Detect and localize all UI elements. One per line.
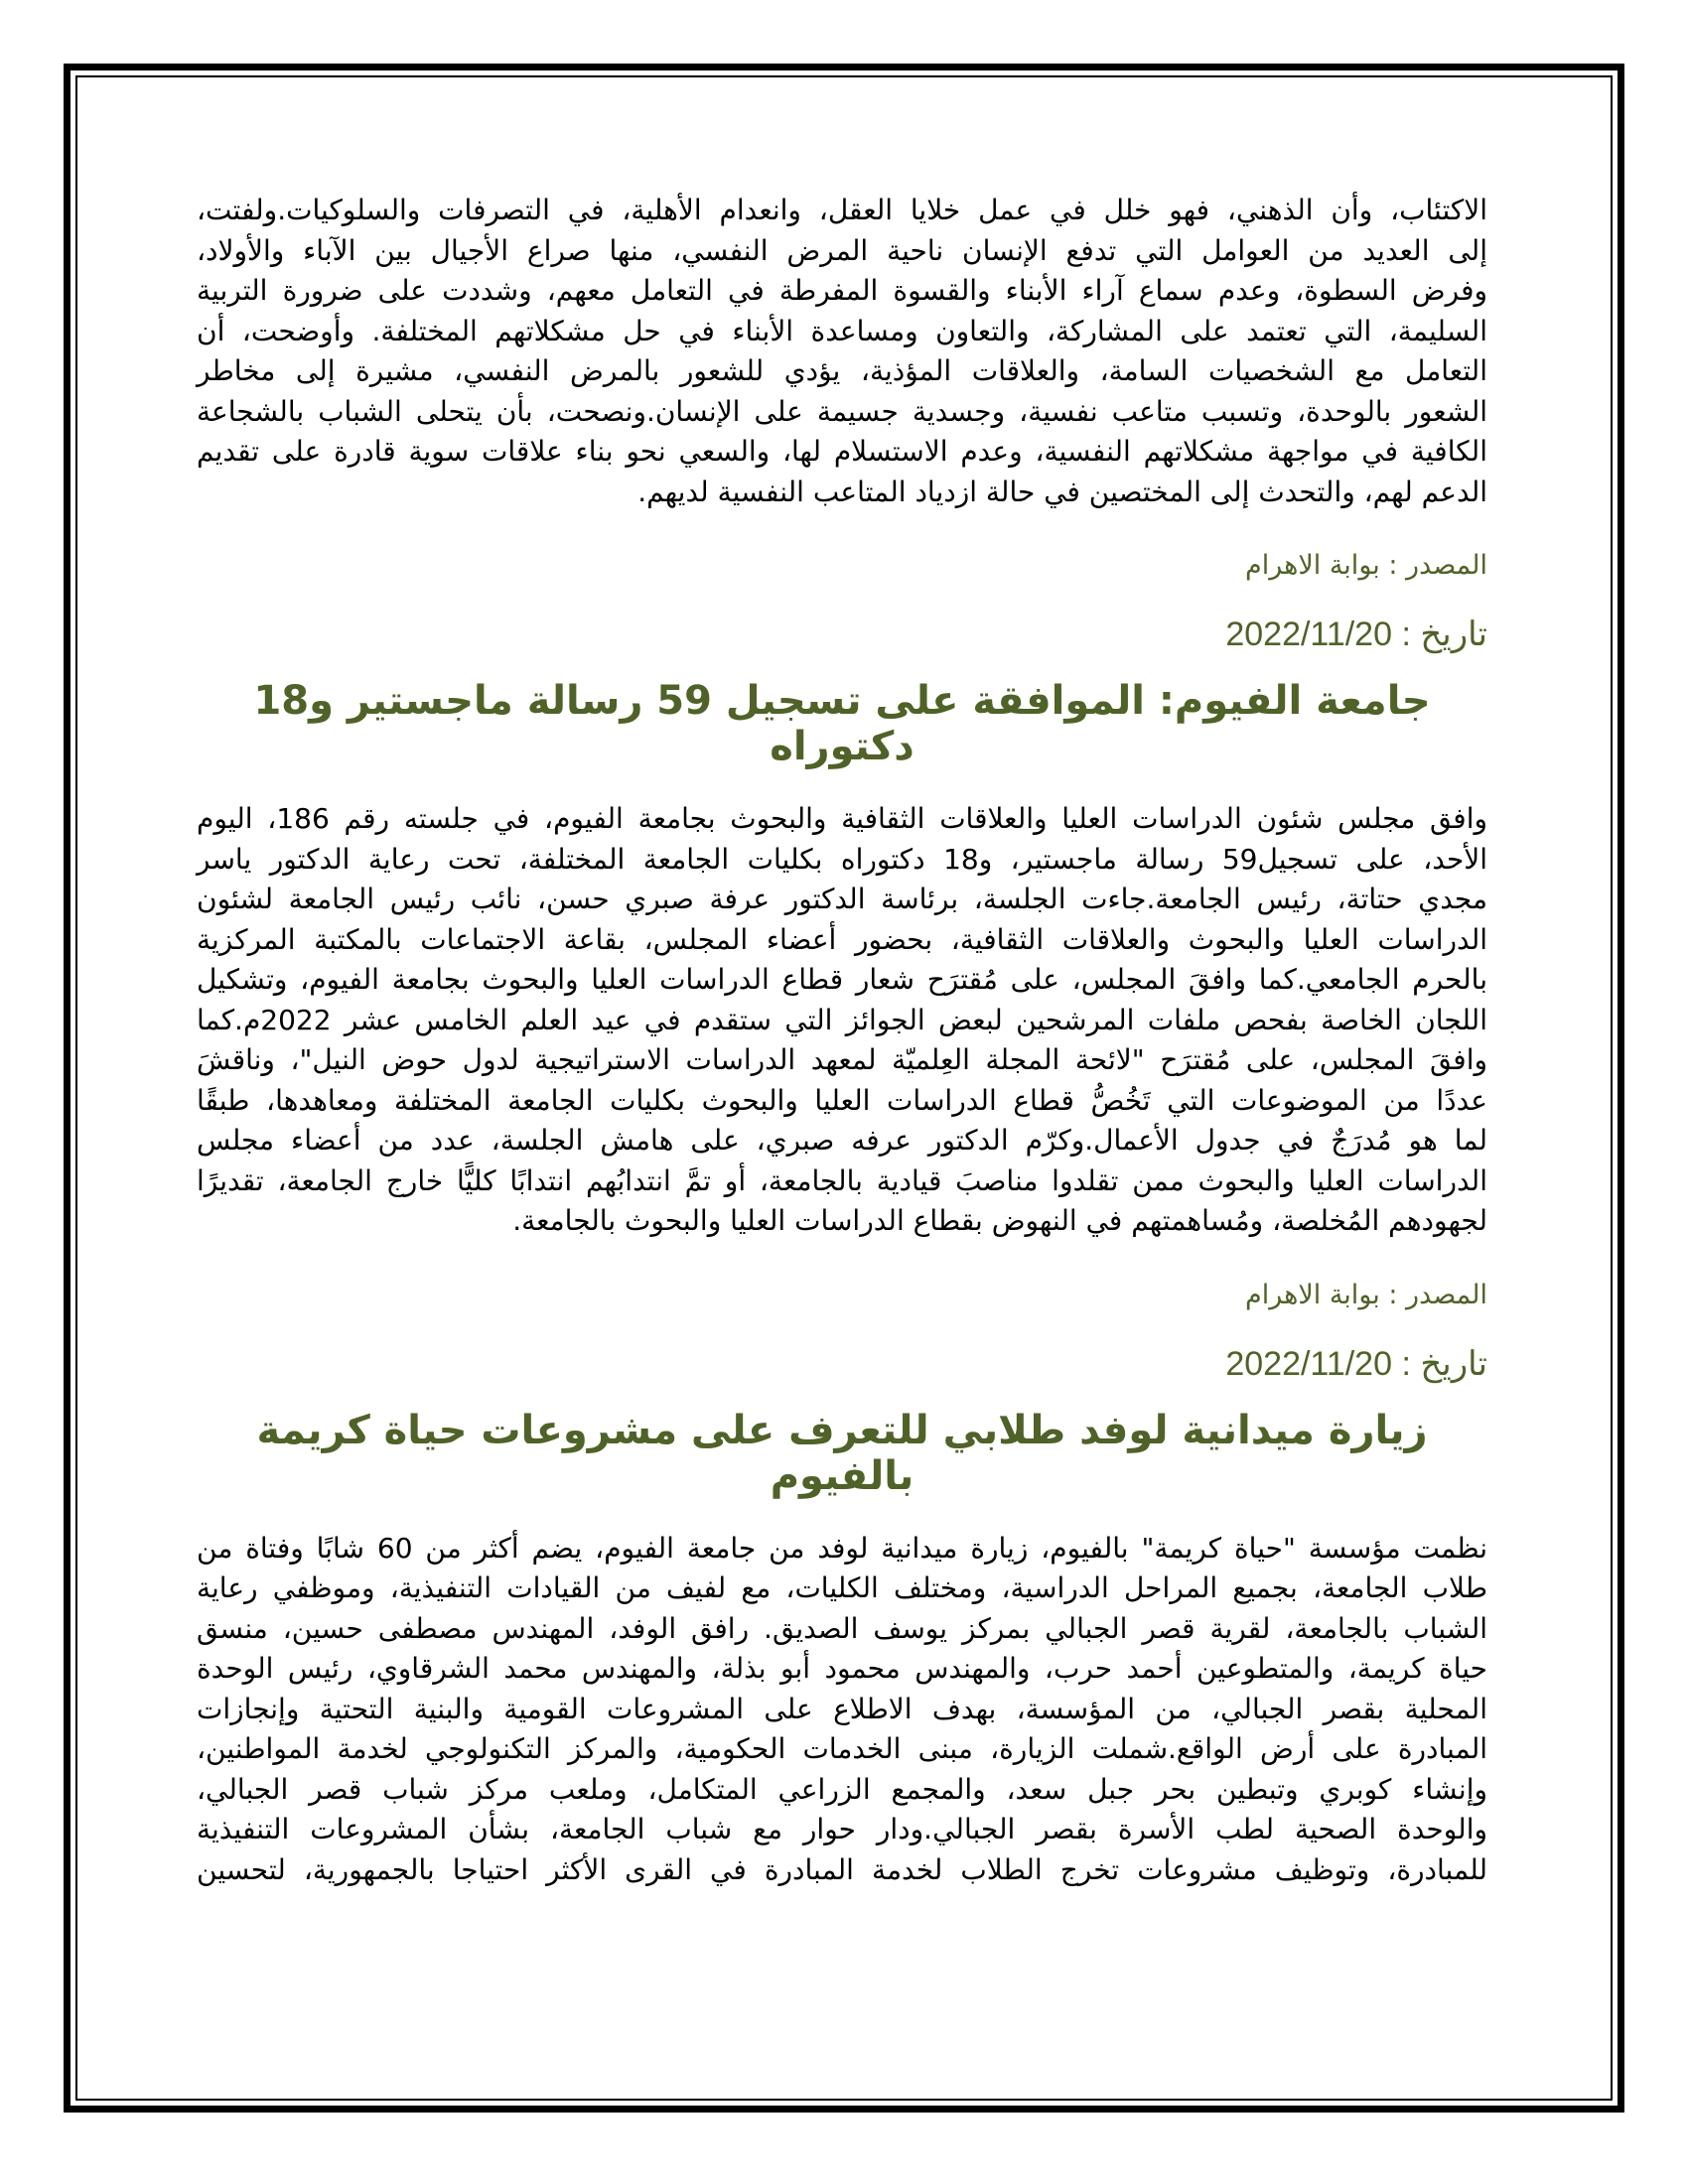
article3-paragraph (197, 1529, 1487, 1891)
text-line: الكافية في مواجهة مشكلاتهم النفسية، وعدم الاستسلام لها، والسعي نحو بناء علاقات سوية قادرة على تقديم (197, 435, 1487, 468)
text-line: السليمة، التي تعتمد على المشاركة، والتعاون ومساعدة الأبناء في حل مشكلاتهم المختلفة. وأوضحت، أن (197, 314, 1487, 347)
text-line: الاكتئاب، وأن الذهني، فهو خلل في عمل خلايا العقل، وانعدام الأهلية، في التصرفات والسلوكيات.ولفتت، (197, 194, 1487, 226)
text-line: عددًا من الموضوعات التي تَخُصُّ قطاع الدراسات العليا والبحوث بكليات الجامعة المختلفة ومعاهدها، طبقًا (197, 1083, 1487, 1117)
text-line: مجدي حتاتة، رئيس الجامعة.جاءت الجلسة، برئاسة الدكتور عرفة صبري حسن، نائب رئيس الجامعة لشئون (197, 883, 1487, 915)
text-line: حياة كريمة، والمتطوعين أحمد حرب، والمهندس محمود أبو بذلة، والمهندس محمد الشرقاوي، رئيس الوحدة (197, 1652, 1487, 1685)
text-line: للمبادرة، وتوظيف مشروعات تخرج الطلاب لخدمة المبادرة في القرى الأكثر احتياجا بالجمهورية، لتحسين (197, 1852, 1487, 1886)
text-line: الدعم لهم، والتحدث إلى المختصين في حالة ازدياد المتاعب النفسية لديهم. (637, 475, 1487, 508)
text-line: الشعور بالوحدة، وتسبب متاعب نفسية، وجسدية جسيمة على الإنسان.ونصحت، بأن يتحلى الشباب بالشجاعة (197, 394, 1487, 428)
text-line: الدراسات العليا والبحوث والعلاقات الثقافية، بحضور أعضاء المجلس، بقاعة الاجتماعات بالمكتبة المركزية (197, 922, 1487, 956)
text-line: المبادرة على أرض الواقع.شملت الزيارة، مبنى الخدمات الحكومية، والمركز التكنولوجي لخدمة المواطنين، (197, 1732, 1487, 1765)
text-line: الشباب بالجامعة، لقرية قصر الجبالي بمركز يوسف الصديق. رافق الوفد، المهندس مصطفى حسين، منسق (197, 1611, 1487, 1645)
article3-headline: زيارة ميدانية لوفد طلابي للتعرف على مشروعات حياة كريمة بالفيوم (256, 1407, 1428, 1499)
text-line: المحلية بقصر الجبالي، من المؤسسة، بهدف الاطلاع على المشروعات القومية والبنية التحتية وإنجازات (197, 1692, 1487, 1725)
text-line: وإنشاء كوبري وتبطين بحر جبل سعد، والمجمع الزراعي المتكامل، وملعب مركز شباب قصر الجبالي، (197, 1772, 1487, 1806)
article2-source: المصدر : بوابة الاهرام (1244, 1279, 1487, 1310)
text-line: لجهودهم المُخلصة، ومُساهمتهم في النهوض بقطاع الدراسات العليا والبحوث بالجامعة. (512, 1204, 1487, 1237)
text-line: وافق مجلس شئون الدراسات العليا والعلاقات الثقافية والبحوث بجامعة الفيوم، في جلسته رقم 186، اليوم (197, 802, 1487, 835)
article2-date: تاريخ : 2022/11/20 (1225, 1344, 1487, 1383)
article1-source: المصدر : بوابة الاهرام (1244, 550, 1487, 581)
document-body (197, 191, 1487, 1890)
text-line: طلاب الجامعة، بجميع المراحل الدراسية، ومختلف الكليات، مع لفيف من القيادات التنفيذية، وموظفي رعاية (197, 1571, 1487, 1604)
text-line: لما هو مُدرَجٌ في جدول الأعمال.وكرّم الدكتور عرفه صبري، على هامش الجلسة، عدد من أعضاء مجلس (197, 1124, 1487, 1157)
article1-paragraph (197, 191, 1487, 512)
text-line: التعامل مع الشخصيات السامة، والعلاقات المؤذية، يؤدي للشعور بالمرض النفسي، مشيرة إلى مخاطر (197, 354, 1487, 387)
text-line: الأحد، على تسجيل59 رسالة ماجستير، و18 دكتوراه بكليات الجامعة المختلفة، تحت رعاية الدكتور ياسر (197, 842, 1488, 876)
article2-paragraph (197, 799, 1487, 1242)
text-line: بالحرم الجامعي.كما وافقَ المجلس، على مُقترَح شعار قطاع الدراسات العليا والبحوث بجامعة الفيوم، وتشكيل (197, 963, 1487, 996)
article2-headline: جامعة الفيوم: الموافقة على تسجيل 59 رسالة ماجستير و18 دكتوراه (253, 678, 1431, 769)
text-line: اللجان الخاصة بفحص ملفات المرشحين لبعض الجوائز التي ستقدم في عيد العلم الخامس عشر 2022م.كما (197, 1003, 1487, 1036)
text-line: إلى العديد من العوامل التي تدفع الإنسان ناحية المرض النفسي، منها صراع الأجيال بين الآباء والأولاد، (197, 233, 1487, 267)
text-line: وفرض السطوة، وعدم سماع آراء الأبناء والقسوة المفرطة في التعامل معهم، وشددت على ضرورة التربية (197, 274, 1487, 307)
text-line: والوحدة الصحية لطب الأسرة بقصر الجبالي.ودار حوار مع شباب الجامعة، بشأن المشروعات التنفيذية (197, 1813, 1487, 1845)
text-line: وافقَ المجلس، على مُقترَح "لائحة المجلة العِلميّة لمعهد الدراسات الاستراتيجية لدول حوض النيل"، وناقشَ (197, 1043, 1487, 1076)
text-line: الدراسات العليا والبحوث ممن تقلدوا مناصبَ قيادية بالجامعة، أو تمَّ انتدابُهم انتدابًا كليًّا خارج الجامعة، تقديرًا (197, 1163, 1487, 1197)
article1-date: تاريخ : 2022/11/20 (1225, 615, 1487, 653)
text-line: نظمت مؤسسة "حياة كريمة" بالفيوم، زيارة ميدانية لوفد من جامعة الفيوم، يضم أكثر من 60 شابًا وفتاة من (197, 1531, 1488, 1565)
